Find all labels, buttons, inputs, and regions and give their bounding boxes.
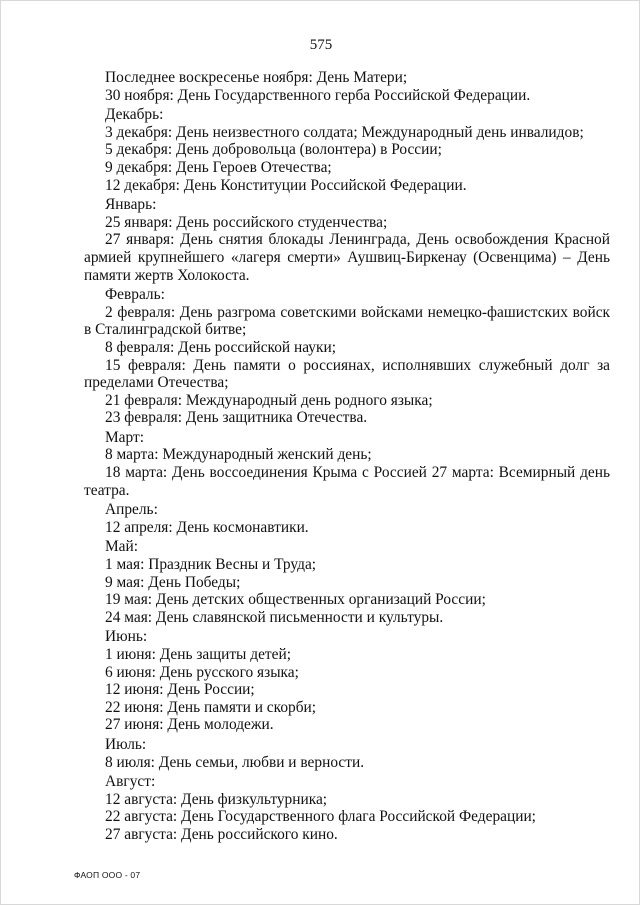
list-item: 8 марта: Международный женский день;: [105, 446, 372, 464]
list-item: 3 декабря: День неизвестного солдата; Международный день инвалидов;: [105, 123, 584, 141]
section-heading: Апрель:: [105, 501, 158, 519]
list-item: 15 февраля: День памяти о россиянах, исполнявших служебный долг за пределами Отечества;: [84, 356, 610, 392]
list-item: Последнее воскресенье ноября: День Матери;: [105, 69, 408, 86]
list-item: 2 февраля: День разгрома советскими войсками немецко-фашистских войск в Сталинградской битве;: [84, 303, 610, 339]
list-item: 9 декабря: День Героев Отечества;: [105, 158, 332, 176]
list-item: 25 января: День российского студенчества;: [105, 213, 388, 231]
section-heading: Июнь:: [105, 628, 148, 646]
list-item: 27 августа: День российского кино.: [105, 825, 338, 843]
section-heading: Июль:: [105, 735, 147, 753]
page-number: 575: [309, 37, 333, 53]
list-item: 5 декабря: День добровольца (волонтера) в России;: [105, 141, 442, 159]
list-item: 8 февраля: День российской науки;: [105, 338, 336, 356]
section-heading: Май:: [105, 538, 139, 556]
list-item: 9 мая: День Победы;: [105, 573, 241, 591]
list-item: 12 апреля: День космонавтики.: [105, 518, 309, 536]
footer-code: ФАОП ООО - 07: [74, 870, 141, 880]
list-item: 30 ноября: День Государственного герба Российской Федерации.: [105, 86, 531, 104]
section-heading: Март:: [105, 428, 145, 446]
list-item: 12 августа: День физкультурника;: [105, 790, 328, 808]
section-heading: Декабрь:: [105, 106, 164, 124]
document-body: [84, 69, 610, 844]
list-item: 12 декабря: День Конституции Российской Федерации.: [105, 176, 467, 194]
section-heading: Август:: [105, 773, 156, 791]
list-item: 21 февраля: Международный день родного языка;: [105, 391, 433, 409]
section-heading: Февраль:: [105, 286, 165, 304]
list-item: 6 июня: День русского языка;: [105, 663, 299, 681]
list-item: 27 января: День снятия блокады Ленинграда, День освобождения Красной армией крупнейшего «лагеря смерти» Аушвиц-Биркенау (Освенцима) – День памяти жертв Холокоста.: [84, 231, 610, 284]
list-item: 12 июня: День России;: [105, 681, 255, 699]
list-item: 18 марта: День воссоединения Крыма с Россией 27 марта: Всемирный день театра.: [84, 464, 610, 499]
list-item: 1 мая: Праздник Весны и Труда;: [105, 556, 317, 574]
list-item: 8 июля: День семьи, любви и верности.: [105, 753, 365, 771]
list-item: 1 июня: День защиты детей;: [105, 646, 291, 663]
list-item: 19 мая: День детских общественных организаций России;: [105, 591, 486, 609]
list-item: 22 июня: День памяти и скорби;: [105, 698, 317, 716]
list-item: 22 августа: День Государственного флага Российской Федерации;: [105, 808, 536, 826]
list-item: 27 июня: День молодежи.: [105, 716, 274, 734]
section-heading: Январь:: [105, 196, 157, 214]
list-item: 24 мая: День славянской письменности и культуры.: [105, 608, 444, 626]
list-item: 23 февраля: День защитника Отечества.: [105, 409, 368, 427]
